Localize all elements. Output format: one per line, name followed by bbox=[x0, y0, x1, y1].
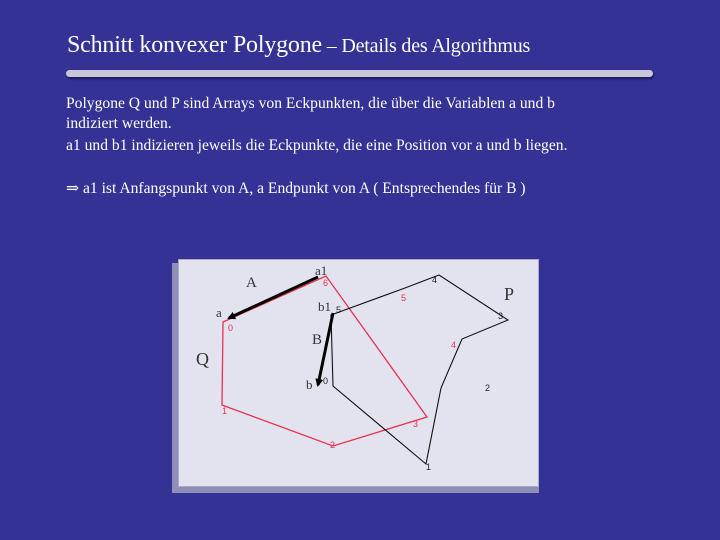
P-indices bbox=[323, 275, 503, 472]
text-line-3: a1 und b1 indizieren jeweils die Eckpunkte, die eine Position vor a und b liegen. bbox=[66, 137, 568, 154]
label-B: B bbox=[312, 332, 323, 348]
vector-B bbox=[318, 313, 333, 385]
P-index-0: 0 bbox=[323, 376, 329, 386]
text-line-2: indiziert werden. bbox=[66, 115, 172, 132]
label-P: P bbox=[504, 284, 515, 304]
Q-index-1: 1 bbox=[222, 406, 228, 416]
P-index-4: 4 bbox=[432, 275, 438, 285]
title-main: Schnitt konvexer Polygone bbox=[67, 32, 322, 58]
Q-index-6: 6 bbox=[323, 278, 329, 288]
P-index-1: 1 bbox=[426, 462, 432, 472]
P-index-5: 5 bbox=[336, 305, 342, 315]
Q-index-0: 0 bbox=[228, 323, 234, 333]
P-index-2: 2 bbox=[485, 383, 491, 393]
text-line-1: Polygone Q und P sind Arrays von Eckpunkten, die über die Variablen a und b bbox=[66, 95, 555, 112]
Q-index-2: 2 bbox=[330, 440, 336, 450]
label-a1: a1 bbox=[315, 263, 328, 278]
polygon-P bbox=[331, 275, 508, 464]
Q-index-5: 5 bbox=[401, 293, 407, 303]
label-b1: b1 bbox=[318, 299, 331, 314]
label-Q: Q bbox=[196, 349, 209, 369]
Q-index-3: 3 bbox=[413, 419, 419, 429]
Q-index-4: 4 bbox=[451, 340, 457, 350]
P-index-3: 3 bbox=[498, 311, 504, 321]
title-rest: – Details des Algorithmus bbox=[321, 35, 531, 57]
label-a: a bbox=[216, 305, 222, 320]
vector-A bbox=[229, 277, 318, 318]
implies-symbol: ⇒ bbox=[66, 180, 80, 197]
text-line-4-body: a1 ist Anfangspunkt von A, a Endpunkt von A ( Entsprechendes für B ) bbox=[82, 180, 526, 197]
label-b: b bbox=[306, 377, 313, 392]
label-A: A bbox=[246, 275, 257, 291]
